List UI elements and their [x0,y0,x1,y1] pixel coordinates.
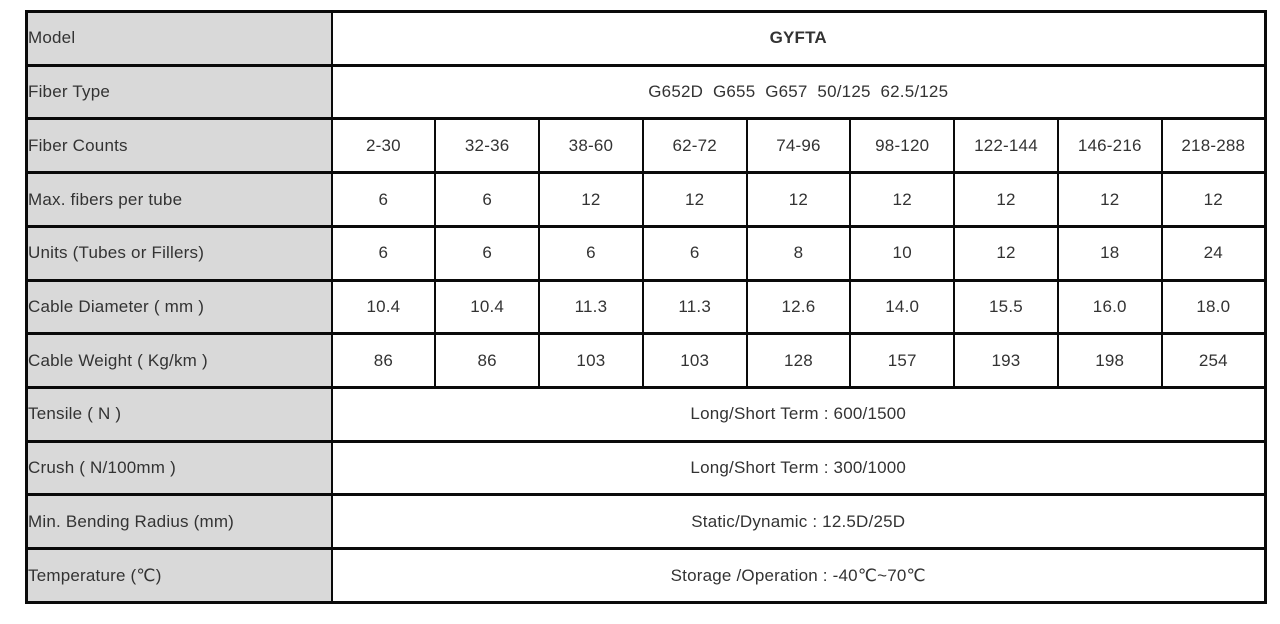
data-cell: 6 [539,226,643,280]
table-row [27,334,1266,388]
data-cell: 12 [747,173,851,227]
data-cell: 15.5 [954,280,1058,334]
data-cell: 32-36 [435,119,539,173]
data-cell: 103 [539,334,643,388]
data-cell: 12 [1162,173,1266,227]
row-label: Fiber Counts [27,119,332,173]
row-value-span: Long/Short Term : 600/1500 [332,388,1266,442]
data-cell: 6 [643,226,747,280]
data-cell: 12.6 [747,280,851,334]
data-cell: 6 [435,226,539,280]
data-cell: 103 [643,334,747,388]
row-label: Tensile ( N ) [27,388,332,442]
data-cell: 11.3 [539,280,643,334]
table-row [27,226,1266,280]
row-value-span: Static/Dynamic : 12.5D/25D [332,495,1266,549]
table-row [27,441,1266,495]
table-row [27,173,1266,227]
table-row [27,12,1266,66]
table-row [27,549,1266,603]
row-label: Temperature (℃) [27,549,332,603]
spec-table-container [25,10,1267,604]
table-row [27,65,1266,119]
row-label: Units (Tubes or Fillers) [27,226,332,280]
data-cell: 86 [435,334,539,388]
data-cell: 74-96 [747,119,851,173]
data-cell: 2-30 [332,119,436,173]
row-label: Max. fibers per tube [27,173,332,227]
data-cell: 198 [1058,334,1162,388]
row-label: Cable Weight ( Kg/km ) [27,334,332,388]
data-cell: 6 [435,173,539,227]
row-label: Crush ( N/100mm ) [27,441,332,495]
row-label: Min. Bending Radius (mm) [27,495,332,549]
data-cell: 12 [954,226,1058,280]
data-cell: 218-288 [1162,119,1266,173]
spec-table-body [27,12,1266,603]
row-label: Model [27,12,332,66]
data-cell: 157 [850,334,954,388]
data-cell: 12 [954,173,1058,227]
data-cell: 14.0 [850,280,954,334]
data-cell: 146-216 [1058,119,1162,173]
data-cell: 12 [1058,173,1162,227]
data-cell: 8 [747,226,851,280]
gyfta-specification-table [25,10,1267,604]
table-row [27,119,1266,173]
data-cell: 24 [1162,226,1266,280]
data-cell: 6 [332,226,436,280]
data-cell: 6 [332,173,436,227]
row-value-span: Long/Short Term : 300/1000 [332,441,1266,495]
data-cell: 16.0 [1058,280,1162,334]
data-cell: 86 [332,334,436,388]
data-cell: 10.4 [435,280,539,334]
data-cell: 18.0 [1162,280,1266,334]
data-cell: 122-144 [954,119,1058,173]
data-cell: 254 [1162,334,1266,388]
table-row [27,495,1266,549]
row-value-span: GYFTA [332,12,1266,66]
row-value-span: G652D G655 G657 50/125 62.5/125 [332,65,1266,119]
data-cell: 193 [954,334,1058,388]
row-label: Fiber Type [27,65,332,119]
row-value-span: Storage /Operation : -40℃~70℃ [332,549,1266,603]
table-row [27,388,1266,442]
data-cell: 18 [1058,226,1162,280]
table-row [27,280,1266,334]
data-cell: 12 [539,173,643,227]
row-label: Cable Diameter ( mm ) [27,280,332,334]
data-cell: 10 [850,226,954,280]
data-cell: 62-72 [643,119,747,173]
data-cell: 38-60 [539,119,643,173]
data-cell: 128 [747,334,851,388]
data-cell: 10.4 [332,280,436,334]
data-cell: 12 [850,173,954,227]
data-cell: 11.3 [643,280,747,334]
data-cell: 98-120 [850,119,954,173]
data-cell: 12 [643,173,747,227]
